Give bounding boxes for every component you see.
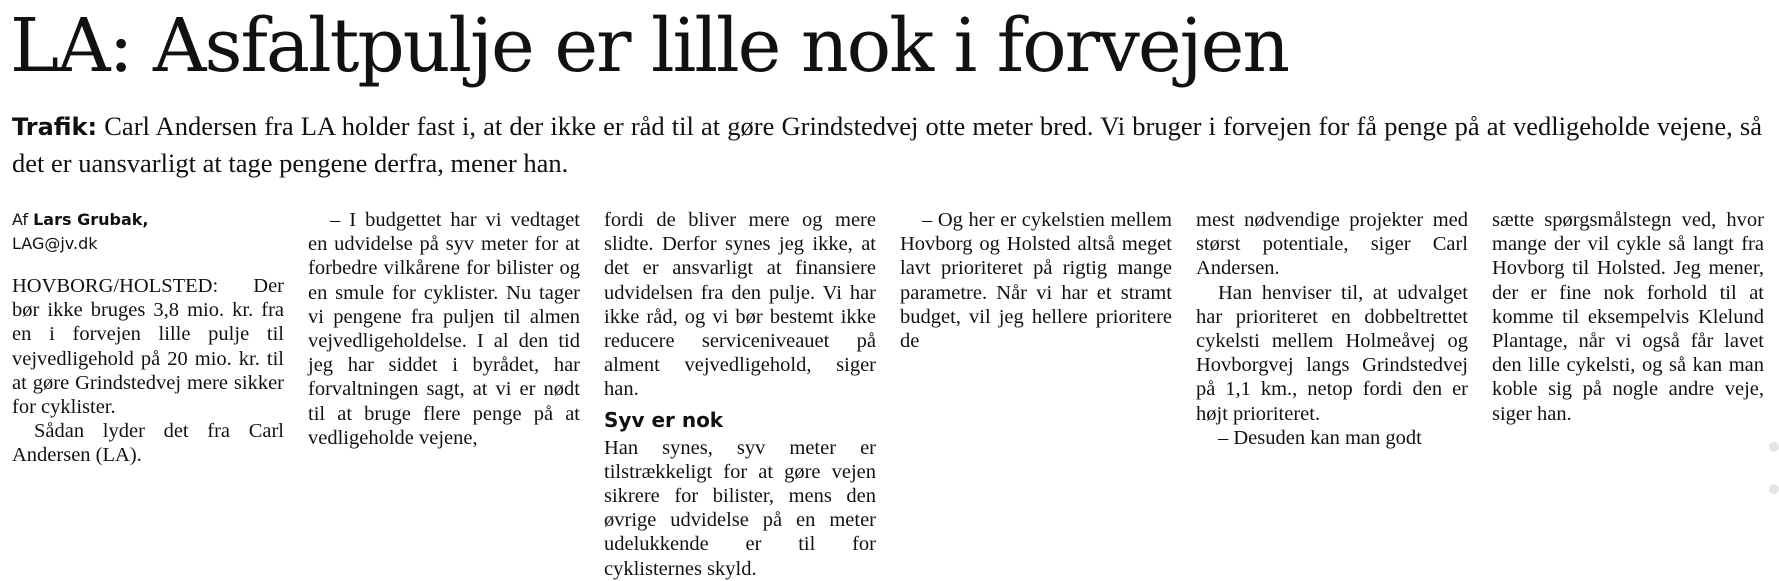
column-1	[12, 208, 284, 497]
byline	[12, 208, 284, 256]
column-5	[1196, 208, 1468, 497]
lead-label: Trafik:	[12, 113, 98, 141]
headline: LA: Asfaltpulje er lille nok i forvejen	[10, 3, 1289, 89]
byline-author: Lars Grubak,	[33, 210, 149, 229]
body-paragraph: sætte spørgsmålstegn ved, hvor mange der vil cykle så langt fra Hovborg til Holsted. Jeg mener, der er fine nok forhold til at komme til eksempelvis Klelund Plantage, når vi også får lavet den lille cykelsti, og så kan man koble sig på nogle andre veje, siger han.	[1492, 209, 1764, 425]
body-paragraph: Sådan lyder det fra Carl Andersen (LA).	[12, 420, 284, 467]
lead-paragraph	[12, 108, 1762, 181]
edge-mark	[1769, 442, 1779, 452]
body-paragraph: – I budgettet har vi vedtaget en udvidelse på syv meter for at forbedre vilkårene for bilister og en smule for cyklister. Nu tager vi pengene fra puljen til almen vejvedligeholdelse. I al den tid jeg har siddet i byrådet, har forvaltningen sagt, at vi er nødt til at bruge flere penge på at vedligeholde vejene,	[308, 209, 580, 449]
column-2	[308, 208, 580, 497]
column-6	[1492, 208, 1764, 497]
byline-prefix: Af	[12, 210, 34, 229]
body-paragraph: Han henviser til, at udvalget har prioriteret en dobbeltrettet cykelsti mellem Holmeåvej og Hovborgvej langs Grindstedvej på 1,1 km., netop fordi den er højt prioriteret.	[1196, 281, 1468, 425]
edge-mark	[1769, 484, 1779, 494]
body-paragraph: HOVBORG/HOLSTED: Der bør ikke bruges 3,8 mio. kr. fra en i forvejen lille pulje til vejvedligehold på 20 mio. kr. til at gøre Grindstedvej mere sikker for cyklister.	[12, 275, 284, 419]
byline-email: LAG@jv.dk	[12, 234, 98, 253]
lead-text: Carl Andersen fra LA holder fast i, at der ikke er råd til at gøre Grindstedvej otte meter bred. Vi bruger i forvejen for få penge på at vedligeholde vejene, så det er uansvarligt at tage pengene derfra, mener han.	[12, 111, 1762, 178]
body-paragraph: – Og her er cykelstien mellem Hovborg og Holsted altså meget lavt prioriteret på rigtig mange parametre. Når vi har et stramt budget, vil jeg hellere prioritere de	[900, 209, 1172, 353]
body-paragraph: mest nødvendige projekter med størst potentiale, siger Carl Andersen.	[1196, 209, 1468, 280]
body-paragraph: – Desuden kan man godt	[1218, 426, 1422, 449]
subheading: Syv er nok	[604, 407, 724, 432]
body-paragraph: fordi de bliver mere og mere slidte. Derfor synes jeg ikke, at det er ansvarligt at finansiere udvidelsen fra den pulje. Vi har ikke råd, og vi bør bestemt ikke reducere serviceniveauet på alment vejvedligehold, siger han.	[604, 209, 876, 401]
column-3	[604, 208, 876, 580]
body-paragraph: Han synes, syv meter er tilstrækkeligt for at gøre vejen sikrere for bilister, mens den øvrige udvidelse på en meter udelukkende er til for cyklisternes skyld.	[604, 436, 876, 580]
column-4	[900, 208, 1172, 497]
